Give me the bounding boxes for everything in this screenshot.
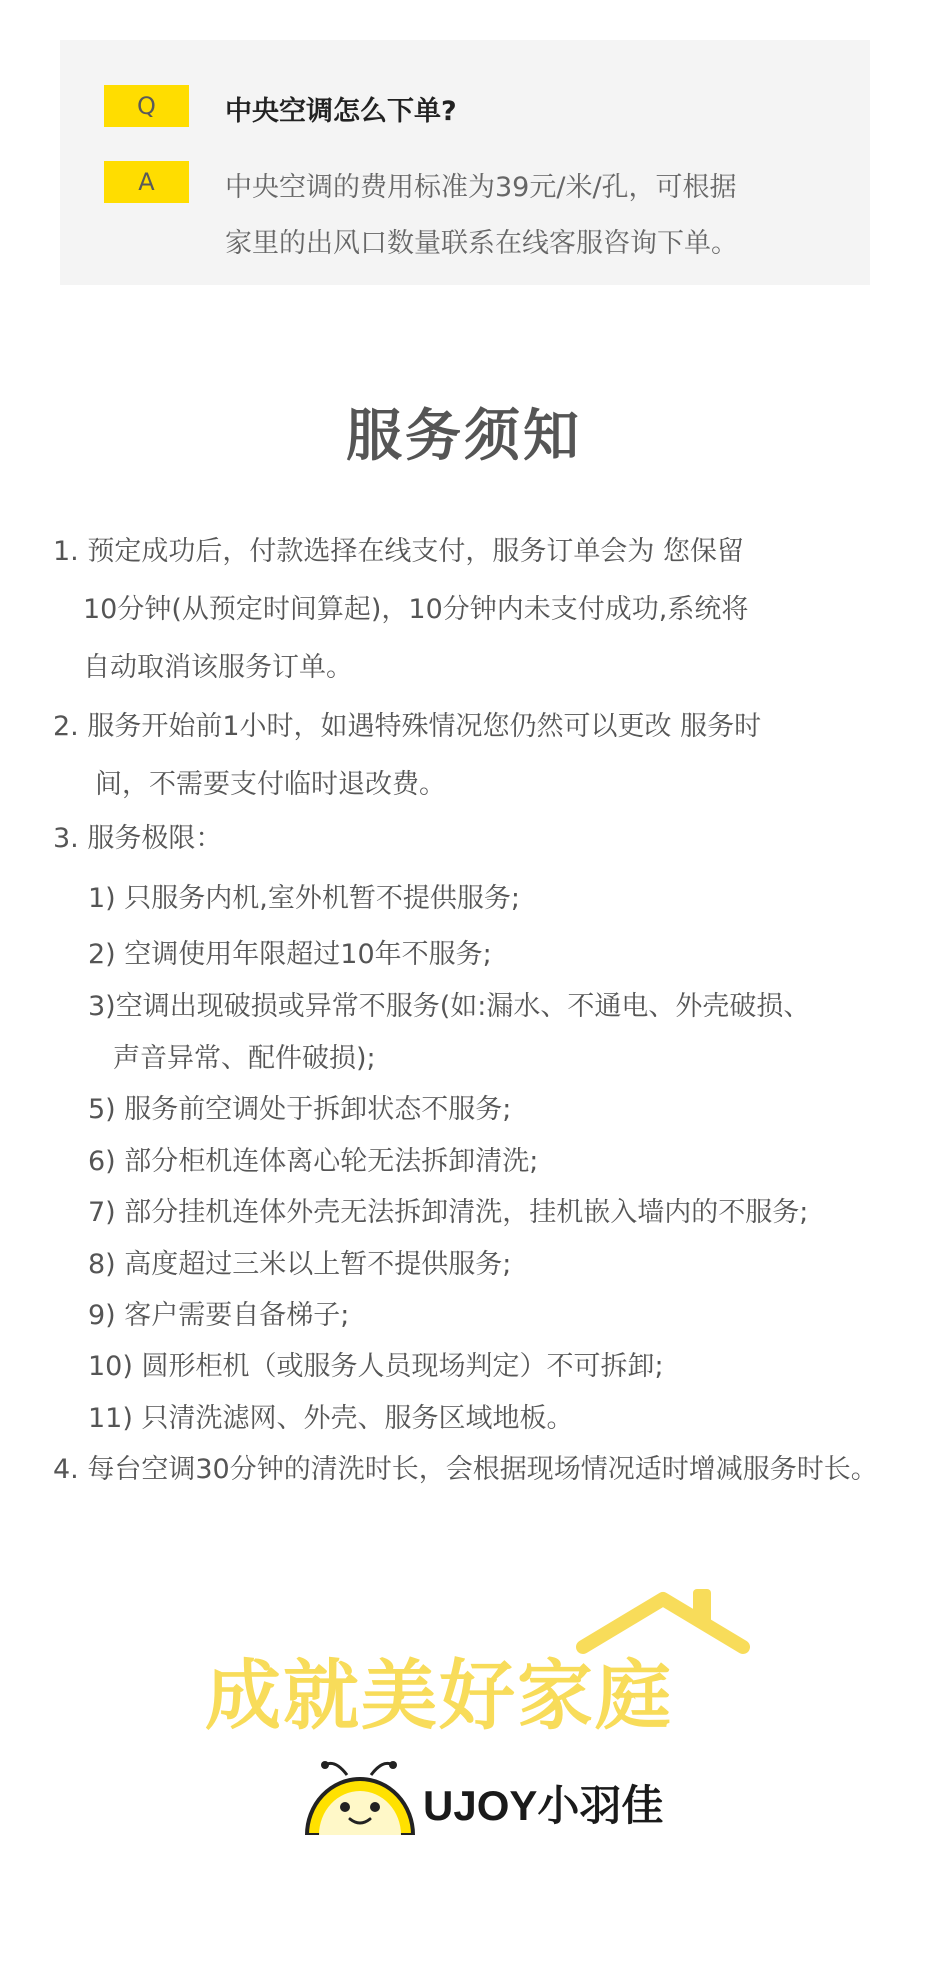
notice-line: 间，不需要支付临时退改费。 [95, 769, 446, 800]
faq-answer [225, 160, 738, 272]
notice-line: 5) 服务前空调处于拆卸状态不服务; [88, 1094, 512, 1125]
q-badge: Q [104, 85, 189, 127]
section-title: 服务须知 [346, 404, 582, 469]
bee-mascot-icon [305, 1755, 415, 1835]
faq-answer-line: 中央空调的费用标准为39元/米/孔，可根据 [225, 172, 737, 203]
notice-line: 2) 空调使用年限超过10年不服务; [88, 939, 492, 970]
brand-name: UJOY小羽佳 [423, 1782, 664, 1829]
a-badge: A [104, 161, 189, 203]
notice-line: 10分钟(从预定时间算起)，10分钟内未支付成功,系统将 [83, 594, 749, 625]
notice-line: 9) 客户需要自备梯子; [88, 1300, 350, 1331]
notice-line: 自动取消该服务订单。 [83, 652, 353, 683]
notice-line: 3)空调出现破损或异常不服务(如:漏水、不通电、外壳破损、 [88, 991, 811, 1022]
notice-line: 7) 部分挂机连体外壳无法拆卸清洗，挂机嵌入墙内的不服务; [88, 1197, 809, 1228]
notice-line: 6) 部分柜机连体离心轮无法拆卸清洗; [88, 1146, 539, 1177]
notice-line: 1. 预定成功后，付款选择在线支付，服务订单会为 您保留 [53, 536, 744, 567]
faq-answer-line: 家里的出风口数量联系在线客服咨询下单。 [225, 228, 738, 259]
notice-line: 4. 每台空调30分钟的清洗时长，会根据现场情况适时增减服务时长。 [53, 1454, 878, 1485]
notice-line: 11) 只清洗滤网、外壳、服务区域地板。 [88, 1403, 574, 1434]
notice-line: 10) 圆形柜机（或服务人员现场判定）不可拆卸; [88, 1351, 664, 1382]
notice-line: 3. 服务极限： [53, 823, 223, 854]
notice-line: 声音异常、配件破损); [113, 1043, 376, 1074]
notice-line: 8) 高度超过三米以上暂不提供服务; [88, 1249, 512, 1280]
faq-question: 中央空调怎么下单? [225, 96, 457, 127]
slogan: 成就美好家庭 [205, 1651, 673, 1740]
notice-line: 2. 服务开始前1小时，如遇特殊情况您仍然可以更改 服务时 [53, 711, 762, 742]
faq-card [60, 40, 870, 285]
notice-line: 1) 只服务内机,室外机暂不提供服务; [88, 883, 520, 914]
